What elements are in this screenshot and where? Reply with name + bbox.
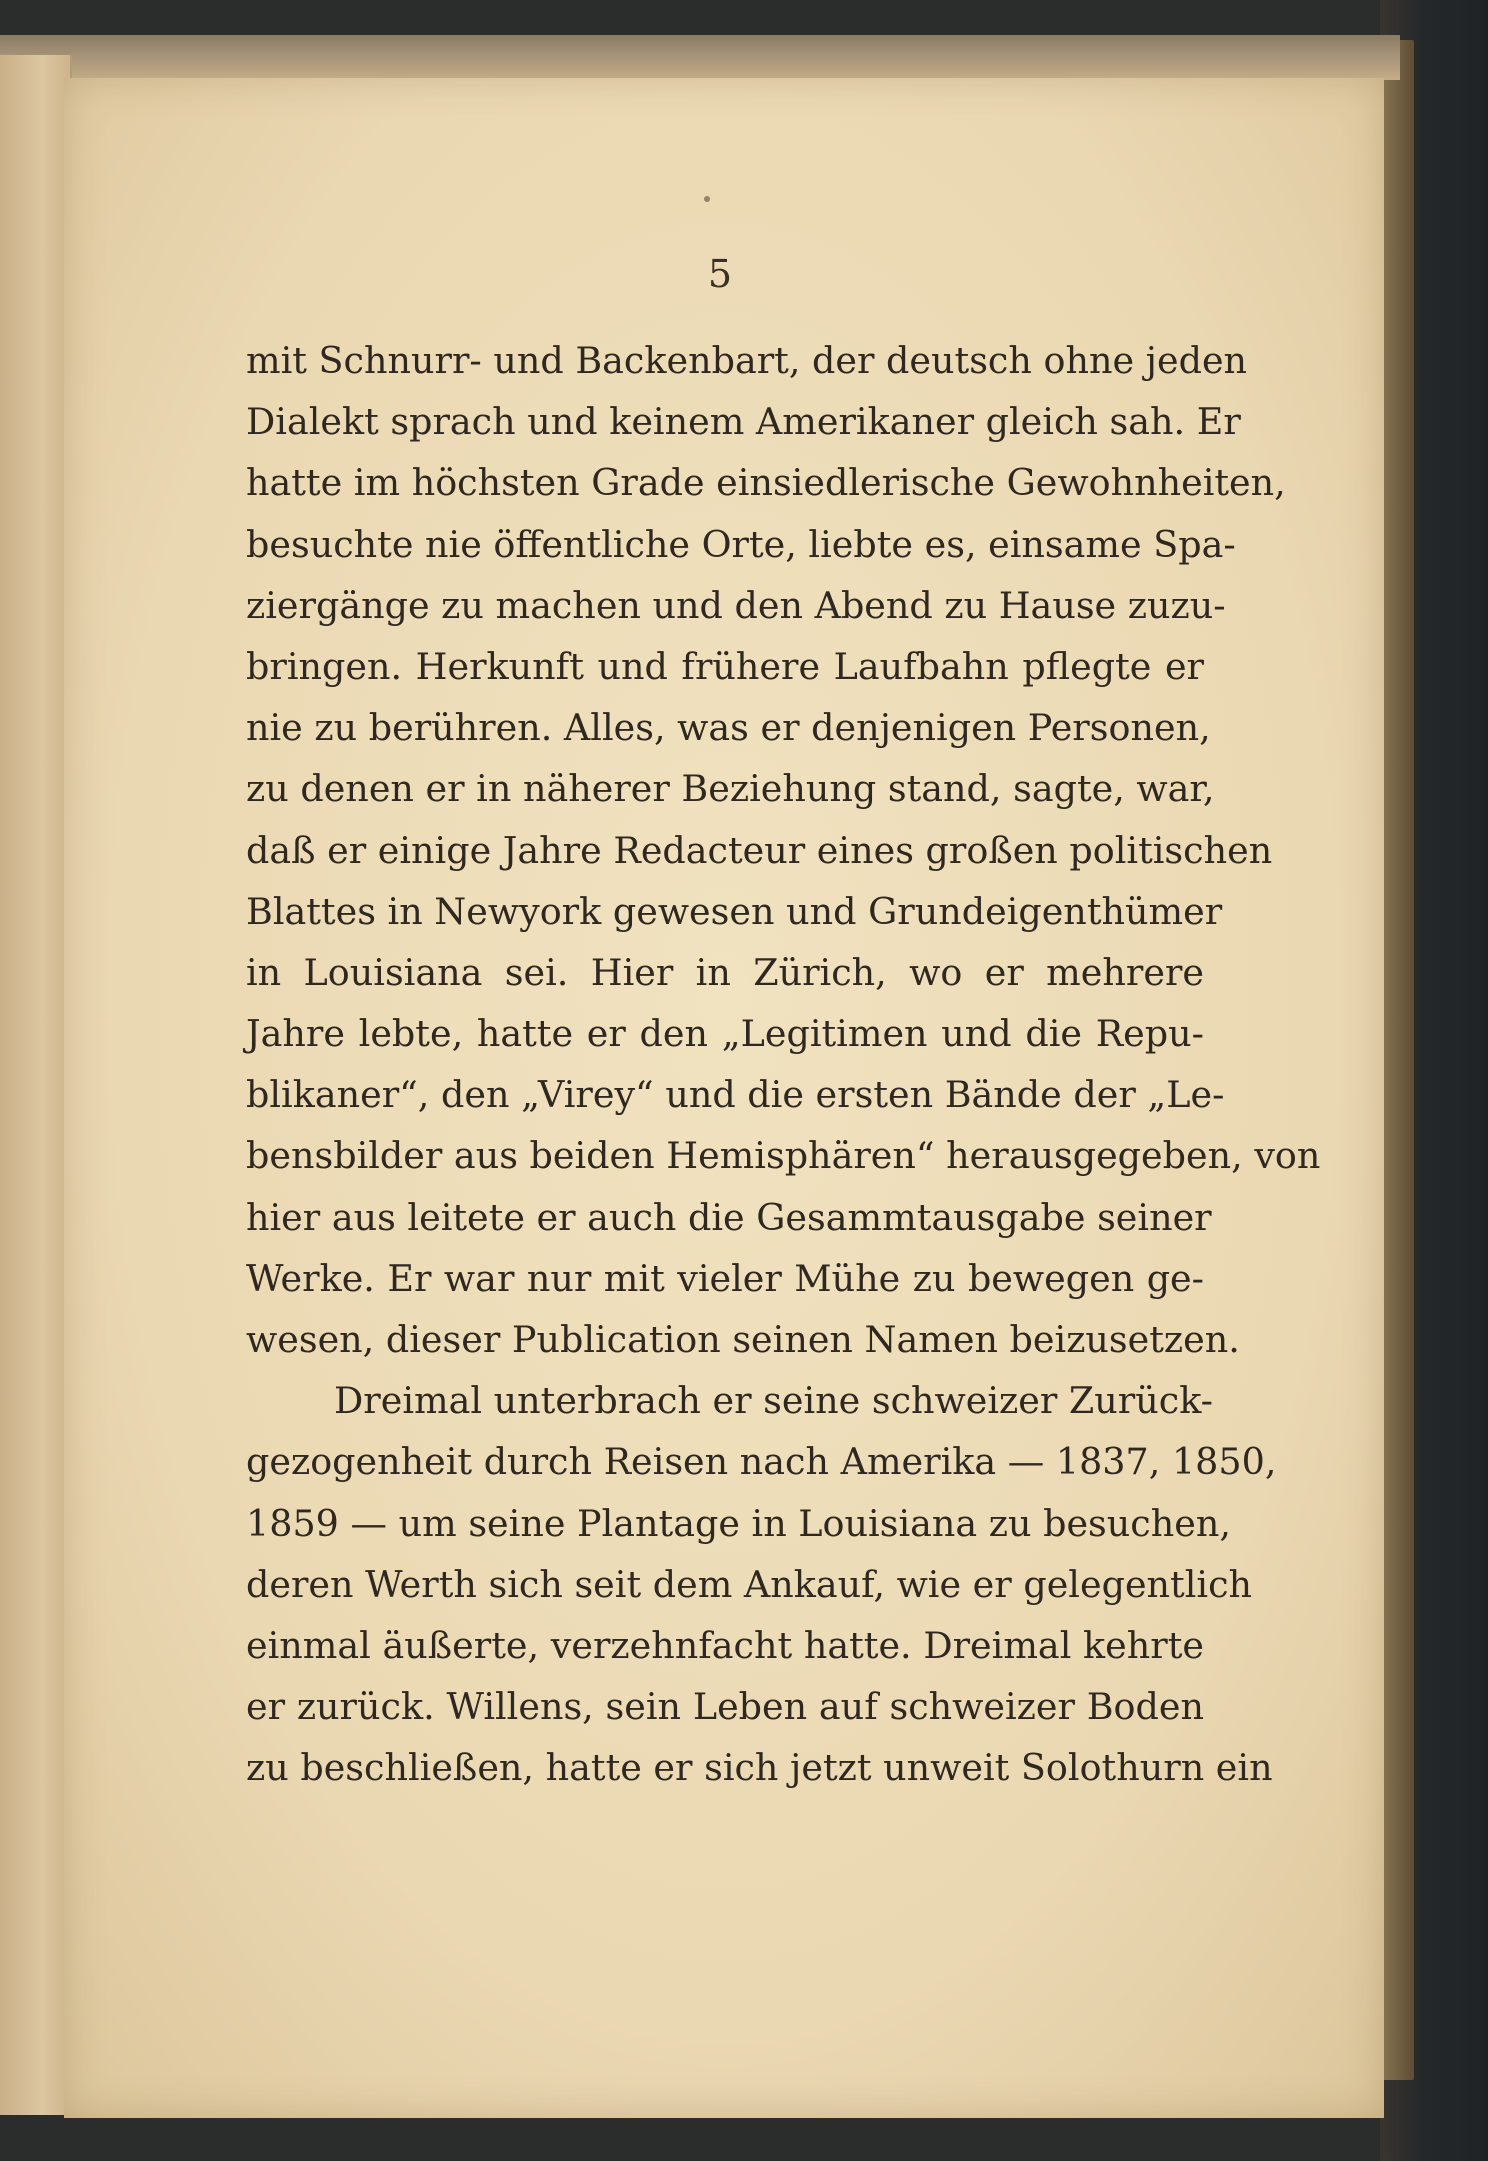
- text-line: bensbilder aus beiden Hemisphären“ herausgegeben, von: [246, 1134, 1321, 1178]
- text-line: einmal äußerte, verzehnfacht hatte. Dreimal kehrte: [246, 1623, 1204, 1667]
- page-number: 5: [707, 252, 733, 296]
- paper-speck: [704, 196, 710, 202]
- previous-page-edge: [0, 55, 72, 2115]
- text-line: ziergänge zu machen und den Abend zu Hause zuzu-: [246, 583, 1226, 627]
- text-line: nie zu berühren. Alles, was er denjenigen Personen,: [246, 706, 1211, 750]
- text-line: daß er einige Jahre Redacteur eines großen politischen: [246, 828, 1273, 872]
- text-line: in Louisiana sei. Hier in Zürich, wo er mehrere: [246, 950, 1204, 994]
- text-line: zu beschließen, hatte er sich jetzt unweit Solothurn ein: [246, 1746, 1273, 1790]
- body-text: [246, 330, 1321, 1799]
- text-line: Dialekt sprach und keinem Amerikaner gleich sah. Er: [246, 400, 1241, 444]
- text-line: mit Schnurr- und Backenbart, der deutsch ohne jeden: [246, 339, 1248, 382]
- text-line: Blattes in Newyork gewesen und Grundeigenthümer: [246, 889, 1223, 933]
- text-line: Jahre lebte, hatte er den „Legitimen und die Repu-: [246, 1012, 1204, 1056]
- text-line: wesen, dieser Publication seinen Namen beizusetzen.: [246, 1318, 1240, 1361]
- text-line: er zurück. Willens, sein Leben auf schweizer Boden: [246, 1685, 1204, 1729]
- text-line: zu denen er in näherer Beziehung stand, sagte, war,: [246, 767, 1215, 811]
- page-top-edge: [0, 35, 1400, 80]
- text-line: Werke. Er war nur mit vieler Mühe zu bewegen ge-: [246, 1256, 1204, 1300]
- text-line: besuchte nie öffentliche Orte, liebte es, einsame Spa-: [246, 522, 1236, 566]
- text-line: 1859 — um seine Plantage in Louisiana zu besuchen,: [246, 1501, 1231, 1545]
- text-line: bringen. Herkunft und frühere Laufbahn pflegte er: [246, 644, 1204, 688]
- text-line: hier aus leitete er auch die Gesammtausgabe seiner: [246, 1195, 1212, 1239]
- text-line: gezogenheit durch Reisen nach Amerika — 1837, 1850,: [246, 1440, 1277, 1484]
- text-line: hatte im höchsten Grade einsiedlerische Gewohnheiten,: [246, 461, 1286, 505]
- text-line-paragraph-start: Dreimal unterbrach er seine schweizer Zurück-: [334, 1379, 1214, 1423]
- text-line: blikaner“, den „Virey“ und die ersten Bände der „Le-: [246, 1073, 1225, 1117]
- text-line: deren Werth sich seit dem Ankauf, wie er gelegentlich: [246, 1562, 1253, 1606]
